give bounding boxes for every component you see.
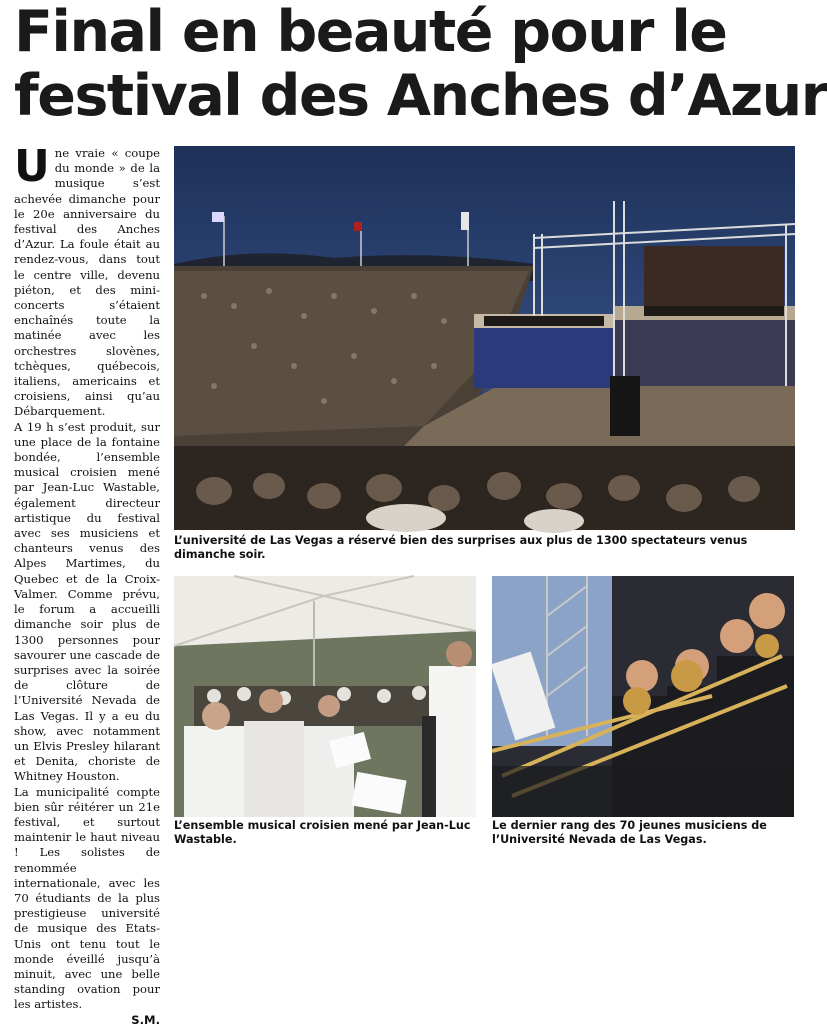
headline-line-2: festival des Anches d’Azur (14, 63, 827, 129)
headline (14, 0, 827, 129)
trombone-section-photo (492, 576, 794, 817)
main-photo-caption: L’université de Las Vegas a réservé bien des surprises aux plus de 1300 spectateurs venus dimanche soir. (174, 534, 748, 561)
ensemble-photo (174, 576, 476, 817)
article-column (14, 141, 160, 1027)
drop-cap: U (14, 141, 50, 192)
author-signature: S.M. (131, 1012, 160, 1027)
right-photo-caption: Le dernier rang des 70 jeunes musiciens de l’Université Nevada de Las Vegas. (492, 819, 767, 846)
left-photo-caption: L’ensemble musical croisien mené par Jean-Luc Wastable. (174, 819, 471, 846)
headline-line-1: Final en beauté pour le (14, 0, 727, 65)
article-paragraph-3: La municipalité compte bien sûr réitérer un 21e festival, et surtout maintenir le haut niveau ! Les solistes de renommée internationale, avec les 70 étudiants de la plus prestigieuse université de musique des Etats-Unis ont tenu tout le monde éveillé jusqu’à minuit, avec une belle standing ovation pour les artistes. (14, 784, 160, 1012)
article-paragraph-2: A 19 h s’est produit, sur une place de la fontaine bondée, l’ensemble musical croisien mené par Jean-Luc Wastable, également directeur artistique du festival avec ses musiciens et chanteurs venus des Alpes Martimes, du Quebec et de la Croix-Valmer. Comme prévu, le forum a accueilli dimanche soir plus de 1300 personnes pour savourer une cascade de surprises avec la soirée de clôture de l’Université Nevada de Las Vegas. Il y a eu du show, avec notamment un Elvis Presley hilarant et Denita, choriste de Whitney Houston. (14, 419, 160, 784)
concert-stage-photo (174, 146, 795, 530)
article-paragraph-1: ne vraie « coupe du monde » de la musique s’est achevée dimanche pour le 20e anniversaire du festival des Anches d’Azur. La foule était au rendez-vous, dans tout le centre ville, devenu piéton, et des mini-concerts s’étaient enchaînés toute la matinée avec les orchestres slovènes, tchèques, québecois, italiens, americains et croisiens, ainsi qu’au Débarquement. (14, 146, 160, 419)
